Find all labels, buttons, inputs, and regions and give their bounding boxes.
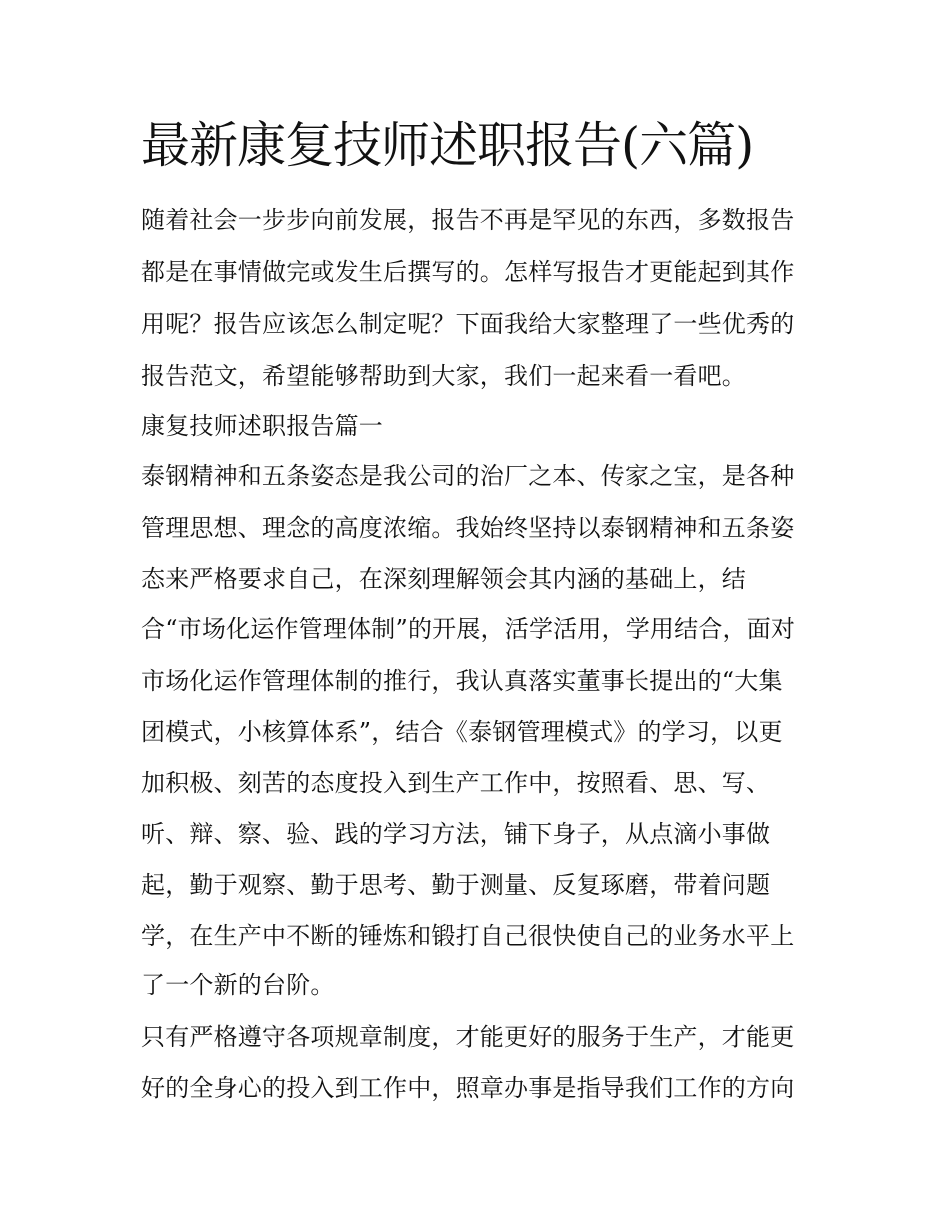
intro-line-1: 随着社会一步步向前发展，报告不再是罕见的东西，多数报告	[141, 206, 795, 234]
paragraph-1-line-7: 加积极、刻苦的态度投入到生产工作中，按照看、思、写、	[141, 769, 771, 797]
paragraph-1-line-8: 听、辩、察、验、践的学习方法，铺下身子，从点滴小事做	[141, 820, 771, 848]
paragraph-1-line-2: 管理思想、理念的高度浓缩。我始终坚持以泰钢精神和五条姿	[141, 514, 795, 542]
paragraph-1-line-5: 市场化运作管理体制的推行，我认真落实董事长提出的“大集	[141, 667, 783, 695]
document-title: 最新康复技师述职报告(六篇)	[141, 117, 754, 174]
intro-line-4: 报告范文，希望能够帮助到大家，我们一起来看一看吧。	[141, 362, 746, 390]
paragraph-1-line-11: 了一个新的台阶。	[141, 971, 335, 999]
paragraph-2-line-1: 只有严格遵守各项规章制度，才能更好的服务于生产，才能更	[141, 1023, 795, 1051]
paragraph-1-line-9: 起，勤于观察、勤于思考、勤于测量、反复琢磨，带着问题	[141, 871, 771, 899]
paragraph-2-line-2: 好的全身心的投入到工作中，照章办事是指导我们工作的方向	[141, 1074, 795, 1102]
section-heading: 康复技师述职报告篇一	[141, 412, 383, 440]
paragraph-1-line-4: 合“市场化运作管理体制”的开展，活学活用，学用结合，面对	[141, 615, 796, 643]
paragraph-1-line-10: 学，在生产中不断的锤炼和锻打自己很快使自己的业务水平上	[141, 922, 795, 950]
paragraph-1-line-3: 态来严格要求自己，在深刻理解领会其内涵的基础上，结	[141, 565, 746, 593]
intro-line-3: 用呢？报告应该怎么制定呢？下面我给大家整理了一些优秀的	[141, 310, 795, 338]
paragraph-1-line-1: 泰钢精神和五条姿态是我公司的治厂之本、传家之宝，是各种	[141, 462, 795, 490]
paragraph-1-line-6: 团模式，小核算体系”，结合《泰钢管理模式》的学习，以更	[141, 718, 783, 746]
intro-line-2: 都是在事情做完或发生后撰写的。怎样写报告才更能起到其作	[141, 258, 795, 286]
